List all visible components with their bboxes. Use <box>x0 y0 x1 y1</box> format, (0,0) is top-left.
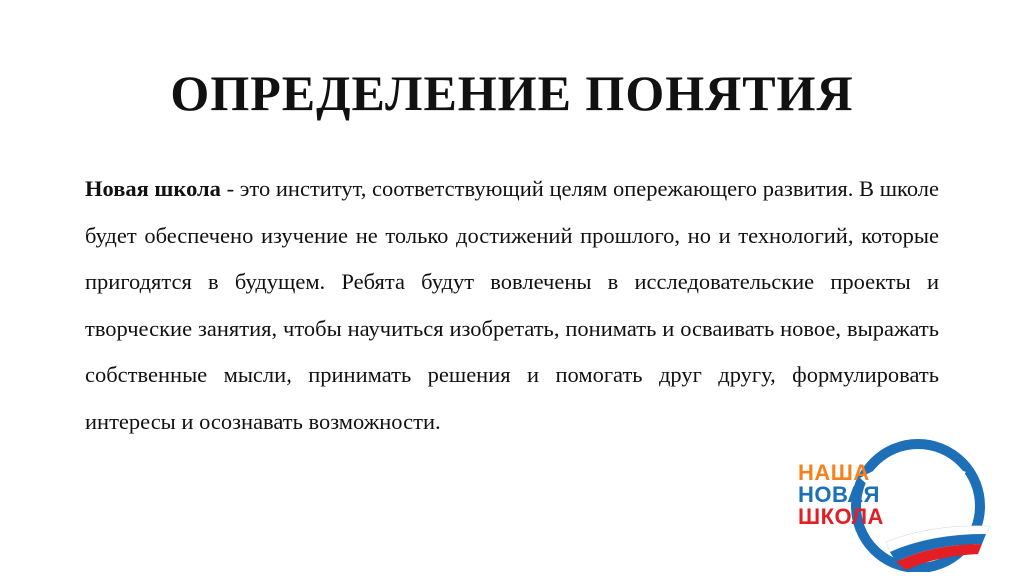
definition-paragraph <box>85 166 939 445</box>
definition-text: - это институт, соответствующий целям опережающего развития. В школе будет обеспечено изучение не только достижений прошлого, но и технологий, которые пригодятся в будущем. Ребята будут вовлечены в исследовательские проекты и творческие занятия, чтобы научиться изобретать, понимать и осваивать новое, выражать собственные мысли, принимать решения и помогать друг другу, формулировать интересы и осознавать возможности. <box>85 176 939 434</box>
slide-title: ОПРЕДЕЛЕНИЕ ПОНЯТИЯ <box>170 65 854 121</box>
nasha-novaya-shkola-logo <box>790 438 1002 572</box>
definition-term: Новая школа <box>85 176 221 201</box>
logo-word-2: НОВАЯ <box>798 482 880 507</box>
logo-word-3: ШКОЛА <box>798 504 884 529</box>
logo-word-1: НАША <box>798 460 870 485</box>
